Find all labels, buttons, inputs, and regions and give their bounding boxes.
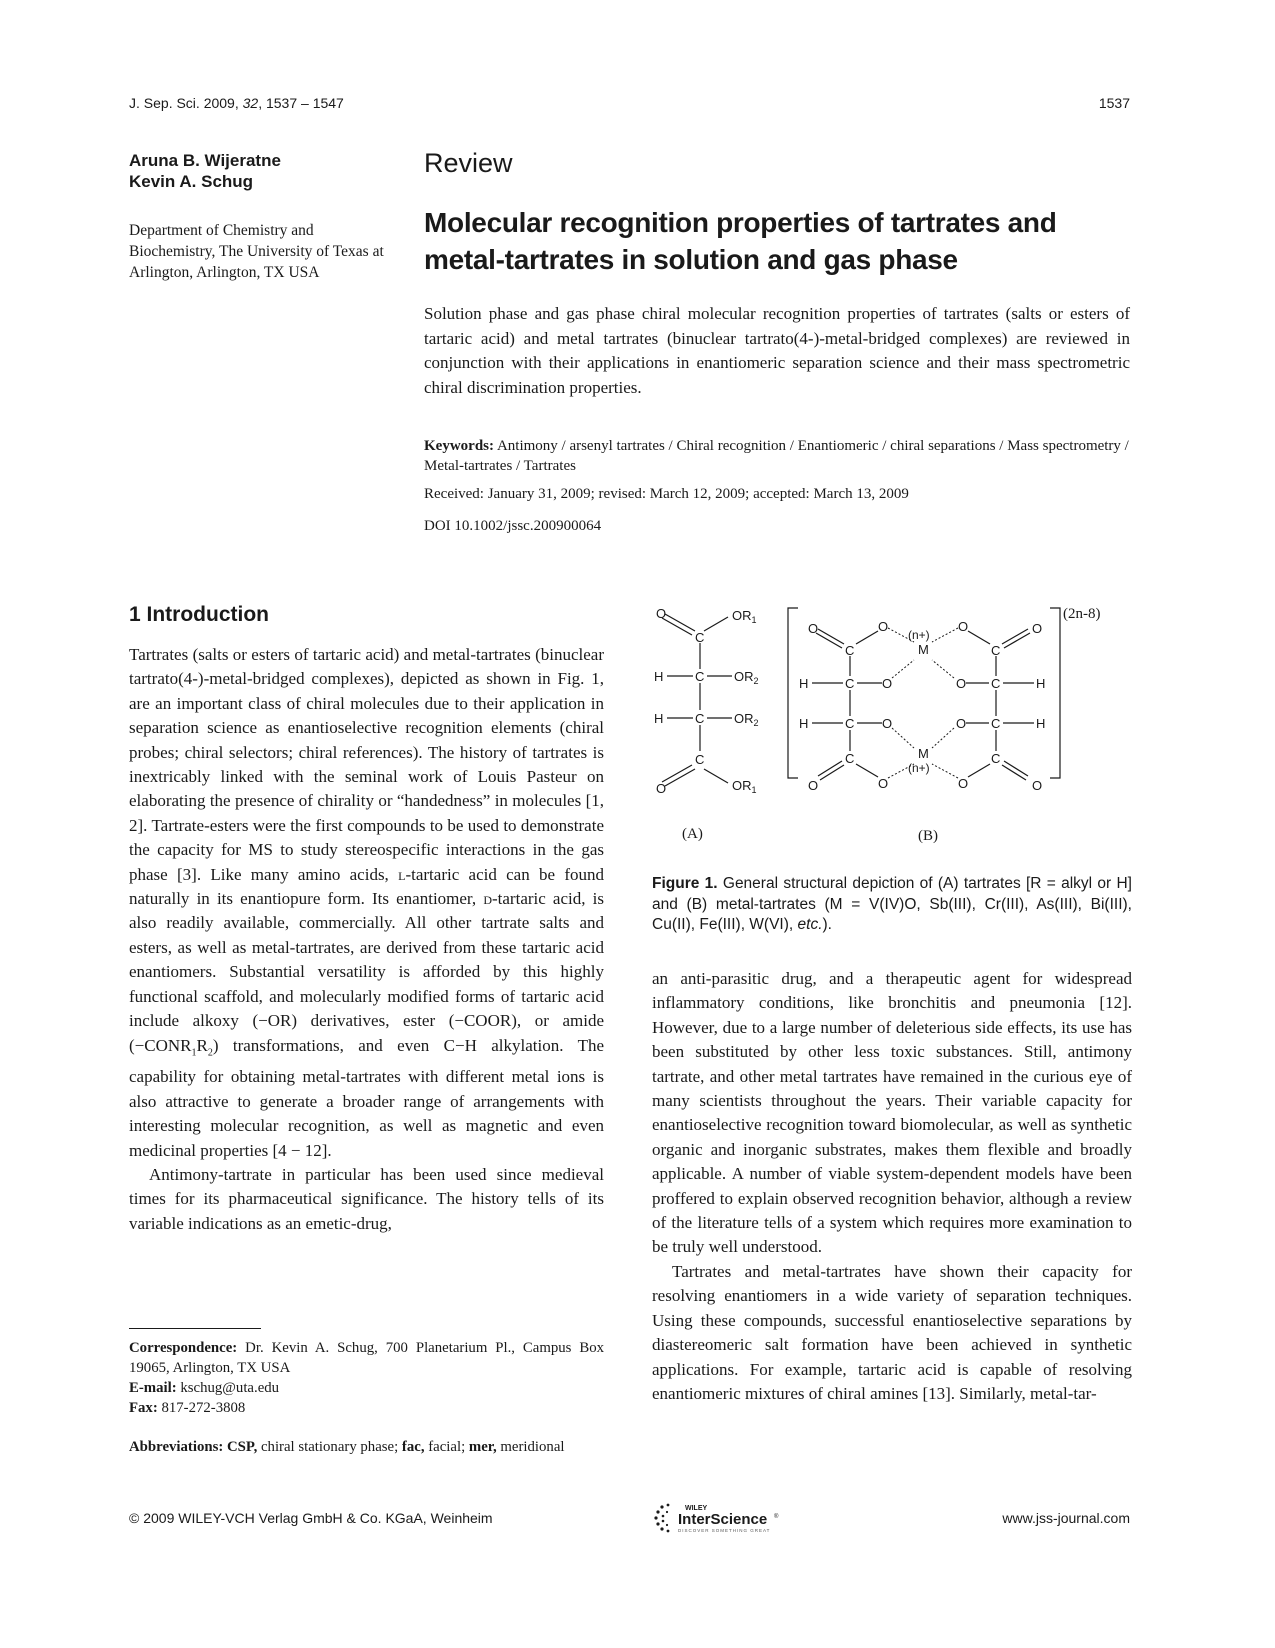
received-dates: Received: January 31, 2009; revised: March 12, 2009; accepted: March 13, 2009 — [424, 486, 909, 502]
atom-label: $OR_1$ — [732, 778, 757, 795]
subscript: 2 — [207, 1046, 213, 1058]
l-prefix: l — [398, 864, 406, 884]
atom-label: C — [695, 711, 705, 726]
d-prefix: d — [483, 889, 492, 909]
paragraph — [129, 643, 604, 1163]
fax-number: 817-272-3808 — [157, 1400, 246, 1416]
article-type: Review — [424, 148, 513, 178]
paragraph: an anti-parasitic drug, and a therapeutic agent for widespread inflammatory conditions, like bronchitis and pneumonia [12]. However, due to a large number of deleterious side effects, its use has been substituted by other less toxic substances. Still, antimony tartrate, and other metal tartrates have remained in the curious eye of many scientists throughout the years. Their variable capacity for enantioselective recognition toward biomolecular, as well as synthetic organic and inorganic substrates, makes them flexible and broadly applicable. A number of viable system-dependent models have been proffered to explain observed recognition behavior, although a review of the literature tells of a system which requires more examination to be truly well understood. — [652, 969, 1132, 1257]
abbrev-def: facial; — [424, 1439, 469, 1455]
atom-label: H — [1036, 716, 1046, 731]
author: Aruna B. Wijeratne — [129, 151, 281, 170]
atom-label: $OR_2$ — [734, 711, 759, 728]
atom-label: $OR_2$ — [734, 669, 759, 686]
fax-label: Fax: — [129, 1400, 158, 1416]
atom-label: O — [956, 716, 967, 731]
metal-charge: (n+) — [908, 761, 930, 775]
article-title: Molecular recognition properties of tartrates and metal-tartrates in solution and gas phase — [424, 207, 1057, 275]
metal-charge: (n+) — [908, 628, 930, 642]
caption-text: General structural depiction of (A) tartrates [R = alkyl or H] and (B) metal-tartrates (M = V(IV)O, Sb(III), Cr(III), As(III), Bi(III), Cu(II), Fe(III), W(VI), — [652, 875, 1132, 933]
email-line — [129, 1378, 604, 1398]
atom-label: C — [695, 630, 705, 645]
journal-citation: J. Sep. Sci. 2009, — [129, 95, 243, 111]
atom-label: O — [808, 621, 819, 636]
author-list — [129, 150, 281, 192]
correspondence-label: Correspondence: — [129, 1340, 238, 1356]
metal-atom: M — [918, 642, 929, 657]
correspondence — [129, 1338, 604, 1378]
atom-label: O — [656, 781, 667, 796]
text-run: ) transformations, and even C−H alkylation. The capability for obtaining metal-tartrates with different metal ions is also attractive to generate a broader range of arrangements with interesting molecular recognition, as well as magnetic and even medicinal properties [4 − 12]. — [129, 1035, 604, 1160]
doi: DOI 10.1002/jssc.200900064 — [424, 518, 602, 534]
abbreviations-label: Abbreviations: — [129, 1439, 224, 1455]
text-run: Tartrates (salts or esters of tartaric acid) and metal-tartrates (binuclear tartrato(4-)-metal-bridged complexes), depicted as shown in Fig. 1, are an important class of chiral molecules due to their application in separation science as enantioselective recognition elements (chiral probes; chiral selectors; chiral references). The history of tartrates is inextricably linked with the seminal work of Louis Pasteur on elaborating the presence of chirality or “handedness” in molecules [1, 2]. Tartrate-esters were the first compounds to be used to demonstrate the capacity for MS to study stereospecific interactions in the gas phase [3]. Like many amino acids, — [129, 645, 604, 884]
atom-label: O — [882, 676, 893, 691]
complex-charge: (2n-8) — [1063, 606, 1101, 622]
atom-label: C — [991, 751, 1001, 766]
subscript: 1 — [191, 1046, 197, 1058]
atom-label: O — [1032, 621, 1043, 636]
logo-registered-mark: ® — [774, 1514, 779, 1520]
email-address[interactable]: kschug@uta.edu — [176, 1380, 280, 1396]
page-number: 1537 — [1098, 95, 1130, 111]
logo-tagline: DISCOVER SOMETHING GREAT — [678, 1528, 771, 1533]
page-range: , 1537 – 1547 — [258, 95, 344, 111]
atom-label: O — [956, 676, 967, 691]
atom-label: C — [845, 716, 855, 731]
paragraph: Tartrates and metal-tartrates have shown their capacity for resolving enantiomers in a wide variety of separation techniques. Using these compounds, successful enantioselective separations by diastereomeric salt formation have been achieved in synthetic applications. For example, tartaric acid is capable of resolving enantiomeric mixtures of chiral amines [13]. Similarly, metal-tar- — [652, 1261, 1132, 1403]
atom-label: C — [845, 676, 855, 691]
abbrev-term: mer, — [468, 1439, 497, 1455]
abbrev-term: fac, — [401, 1439, 425, 1455]
atom-label: C — [845, 751, 855, 766]
atom-label: O — [882, 716, 893, 731]
paragraph: Antimony-tartrate in particular has been used since medieval times for its pharmaceutical significance. The history tells of its variable indications as an emetic-drug, — [129, 1164, 604, 1233]
abbrev-term: CSP, — [226, 1439, 258, 1455]
body-left-column — [129, 643, 604, 1236]
section-heading: 1 Introduction — [129, 603, 269, 626]
keywords — [424, 436, 1130, 476]
logo-icon — [652, 1501, 792, 1535]
wiley-interscience-logo[interactable] — [652, 1501, 792, 1535]
volume: 32 — [242, 95, 259, 111]
figure-1 — [652, 606, 1132, 866]
text-run: -tartaric acid, is also readily available, commercially. All other tartrate salts and esters, as well as metal-tartrates, are derived from these tartaric acid enantiomers. Substantial versatility is afforded by this highly functional scaffold, and molecularly modified forms of tartaric acid include alkoxy (−OR) derivatives, ester (−COOR), or amide (−CONR — [129, 889, 604, 1055]
atom-label: C — [991, 716, 1001, 731]
author: Kevin A. Schug — [129, 172, 254, 191]
copyright: © 2009 WILEY-VCH Verlag GmbH & Co. KGaA, Weinheim — [129, 1510, 493, 1526]
journal-url[interactable]: www.jss-journal.com — [1002, 1510, 1130, 1526]
abbreviations — [129, 1437, 604, 1457]
atom-label: O — [656, 606, 667, 621]
atom-label: O — [958, 776, 969, 791]
keywords-label: Keywords: — [424, 438, 494, 454]
abbrev-def: chiral stationary phase; — [257, 1439, 402, 1455]
footnote-divider — [129, 1328, 261, 1329]
correspondence-address: Dr. Kevin A. Schug, 700 Planetarium Pl., Campus Box 19065, Arlington, TX USA — [129, 1340, 604, 1376]
atom-label: O — [958, 619, 969, 634]
running-header — [129, 95, 344, 111]
structure-a-label: (A) — [682, 826, 703, 842]
structure-b-label: (B) — [918, 828, 938, 844]
atom-label: C — [695, 669, 705, 684]
atom-label: C — [695, 752, 705, 767]
atom-label: H — [654, 711, 664, 726]
figure-caption — [652, 874, 1132, 936]
abbrev-def: meridional — [496, 1439, 565, 1455]
email-label: E-mail: — [129, 1380, 177, 1396]
text-run: -tartaric acid can be found naturally in its enantiopure form. Its enantiomer, — [129, 864, 605, 909]
tartrate-structure-diagram — [652, 606, 1132, 866]
affiliation: Department of Chemistry and Biochemistry, The University of Texas at Arlington, Arlington, TX USA — [129, 222, 384, 281]
correspondence-footnote — [129, 1338, 604, 1418]
atom-label: C — [991, 643, 1001, 658]
caption-etc: etc. — [797, 916, 823, 933]
atom-label: H — [799, 716, 809, 731]
atom-label: O — [878, 619, 889, 634]
caption-end: ). — [822, 916, 832, 933]
body-right-column — [652, 967, 1132, 1406]
atom-label: C — [991, 676, 1001, 691]
fax-line — [129, 1398, 604, 1418]
keywords-text: Antimony / arsenyl tartrates / Chiral recognition / Enantiomeric / chiral separations / Mass spectrometry / Metal-tartrates / Tartrates — [424, 438, 1129, 474]
metal-atom: M — [918, 746, 929, 761]
logo-main-text: InterScience — [678, 1511, 768, 1528]
atom-label: O — [1032, 778, 1043, 793]
atom-label: O — [808, 778, 819, 793]
atom-label: H — [654, 669, 664, 684]
caption-label: Figure 1. — [652, 875, 718, 892]
text-run: R — [196, 1035, 208, 1055]
abstract: Solution phase and gas phase chiral molecular recognition properties of tartrates (salts or esters of tartaric acid) and metal tartrates (binuclear tartrato(4-)-metal-bridged complexes) are reviewed in conjunction with their applications in enantiomeric separation science and their mass spectrometric chiral discrimination properties. — [424, 304, 1130, 397]
atom-label: H — [799, 676, 809, 691]
atom-label: C — [845, 643, 855, 658]
logo-small-text: WILEY — [685, 1505, 708, 1512]
atom-label: $OR_1$ — [732, 608, 757, 625]
atom-label: O — [878, 776, 889, 791]
atom-label: H — [1036, 676, 1046, 691]
